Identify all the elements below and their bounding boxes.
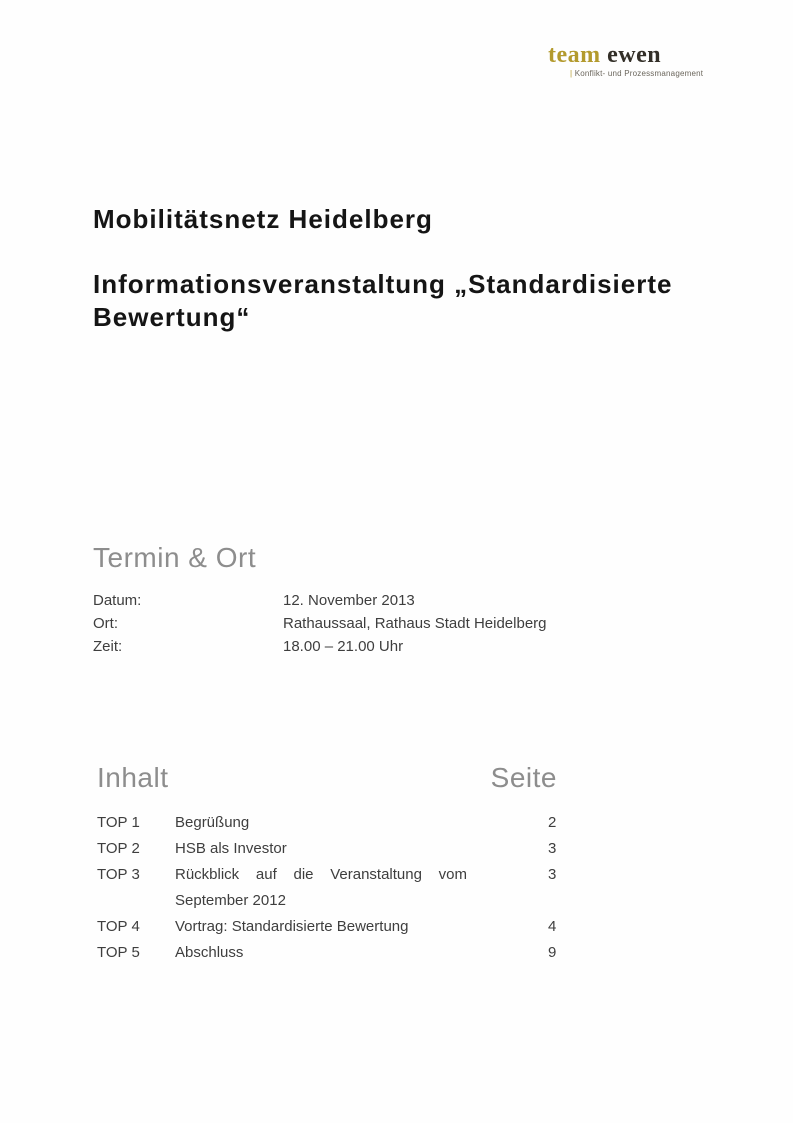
- toc-top-label: TOP 5: [97, 944, 140, 961]
- toc-page-number: 3: [548, 840, 557, 857]
- toc-page-number: 2: [548, 814, 557, 831]
- inhalt-heading: Inhalt: [97, 762, 169, 793]
- toc-top-label: TOP 2: [97, 840, 140, 857]
- termin-row-ort: [93, 612, 613, 635]
- toc-header: [97, 760, 557, 796]
- logo-word-ewen: ewen: [607, 42, 662, 68]
- zeit-value: 18.00 – 21.00 Uhr: [283, 638, 404, 655]
- termin-ort-heading: Termin & Ort: [93, 542, 257, 573]
- logo-tagline-text: Konflikt- und Prozessmanagement: [574, 69, 704, 78]
- seite-column-heading: Seite: [490, 762, 557, 793]
- toc-top-label: TOP 1: [97, 814, 140, 831]
- toc-top-label: TOP 3: [97, 866, 140, 883]
- zeit-label: Zeit:: [93, 638, 123, 655]
- toc-row-top2: [97, 836, 557, 862]
- document-title: Mobilitätsnetz Heidelberg: [93, 204, 433, 234]
- toc-entry-title: Rückblick auf die Veranstaltung vom September 2012: [175, 866, 467, 909]
- logo-word-team: team: [548, 42, 601, 68]
- toc-row-top5: [97, 940, 557, 966]
- toc-entry-title: Abschluss: [175, 944, 244, 961]
- document-subtitle: Informationsveranstaltung „Standardisierte Bewertung“: [93, 269, 673, 332]
- logo-tagline: [570, 69, 728, 78]
- toc-row-top1: [97, 810, 557, 836]
- team-ewen-logo: [548, 42, 728, 78]
- logo-wordmark: [548, 42, 728, 68]
- termin-details-table: [93, 589, 613, 658]
- toc-top-label: TOP 4: [97, 918, 140, 935]
- toc-entry-title: Vortrag: Standardisierte Bewertung: [175, 918, 409, 935]
- ort-label: Ort:: [93, 615, 118, 632]
- logo-tagline-bar: |: [570, 69, 573, 78]
- datum-label: Datum:: [93, 592, 142, 609]
- ort-value: Rathaussaal, Rathaus Stadt Heidelberg: [283, 615, 547, 632]
- termin-row-datum: [93, 589, 613, 612]
- toc-row-top3: [97, 862, 557, 914]
- toc-page-number: 4: [548, 918, 557, 935]
- toc-page-number: 3: [548, 866, 557, 883]
- toc-row-top4: [97, 914, 557, 940]
- toc-entry-title: Begrüßung: [175, 814, 250, 831]
- toc-entry-title: HSB als Investor: [175, 840, 287, 857]
- toc-page-number: 9: [548, 944, 557, 961]
- datum-value: 12. November 2013: [283, 592, 415, 609]
- table-of-contents: [97, 810, 557, 966]
- termin-row-zeit: [93, 635, 613, 658]
